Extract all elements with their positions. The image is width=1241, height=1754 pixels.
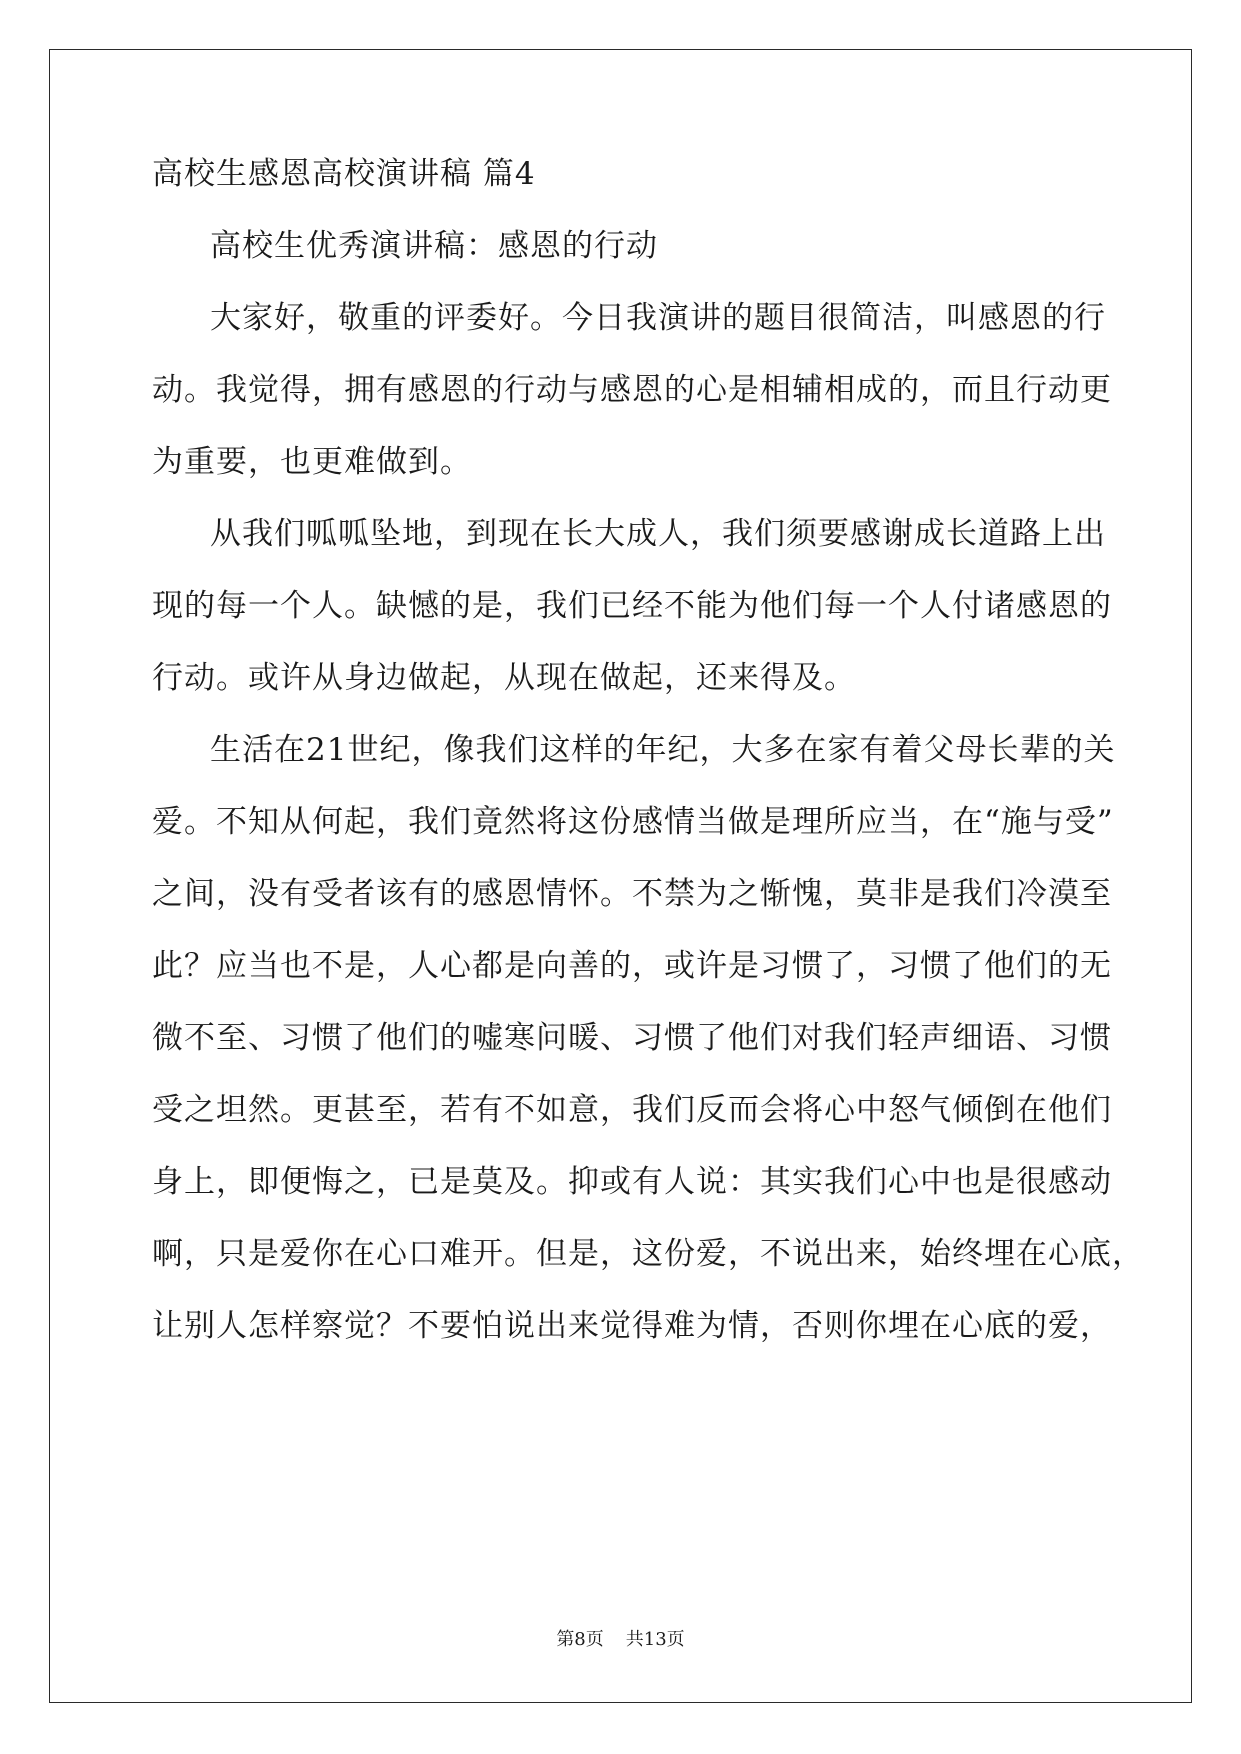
page-total: 共13页 [625, 1629, 685, 1650]
paragraph-line: 为重要，也更难做到。 [152, 444, 472, 480]
paragraph-line: 啊，只是爱你在心口难开。但是，这份爱，不说出来，始终埋在心底， [152, 1236, 1144, 1272]
paragraph-line: 爱。不知从何起，我们竟然将这份感情当做是理所应当，在“施与受” [152, 804, 1114, 840]
paragraph-line: 从我们呱呱坠地，到现在长大成人，我们须要感谢成长道路上出 [210, 516, 1106, 552]
paragraph-line: 受之坦然。更甚至，若有不如意，我们反而会将心中怒气倾倒在他们 [152, 1092, 1112, 1128]
paragraph-line: 大家好，敬重的评委好。今日我演讲的题目很简洁，叫感恩的行 [210, 300, 1106, 336]
paragraph-line: 现的每一个人。缺憾的是，我们已经不能为他们每一个人付诸感恩的 [152, 588, 1112, 624]
page-number: 第8页 [556, 1629, 604, 1650]
document-subtitle: 高校生优秀演讲稿：感恩的行动 [210, 228, 658, 264]
paragraph-line: 微不至、习惯了他们的嘘寒问暖、习惯了他们对我们轻声细语、习惯 [152, 1020, 1112, 1056]
paragraph-line: 之间，没有受者该有的感恩情怀。不禁为之惭愧，莫非是我们冷漠至 [152, 876, 1112, 912]
paragraph-line: 动。我觉得，拥有感恩的行动与感恩的心是相辅相成的，而且行动更 [152, 372, 1112, 408]
paragraph-line: 此？应当也不是，人心都是向善的，或许是习惯了，习惯了他们的无 [152, 948, 1112, 984]
paragraph-line: 让别人怎样察觉？不要怕说出来觉得难为情，否则你埋在心底的爱， [152, 1308, 1112, 1344]
paragraph-line: 行动。或许从身边做起，从现在做起，还来得及。 [152, 660, 856, 696]
document-heading: 高校生感恩高校演讲稿 篇4 [152, 156, 536, 192]
paragraph-line: 身上，即便悔之，已是莫及。抑或有人说：其实我们心中也是很感动 [152, 1164, 1112, 1200]
page-footer [0, 1628, 1241, 1652]
paragraph-line: 生活在21世纪，像我们这样的年纪，大多在家有着父母长辈的关 [210, 732, 1116, 768]
